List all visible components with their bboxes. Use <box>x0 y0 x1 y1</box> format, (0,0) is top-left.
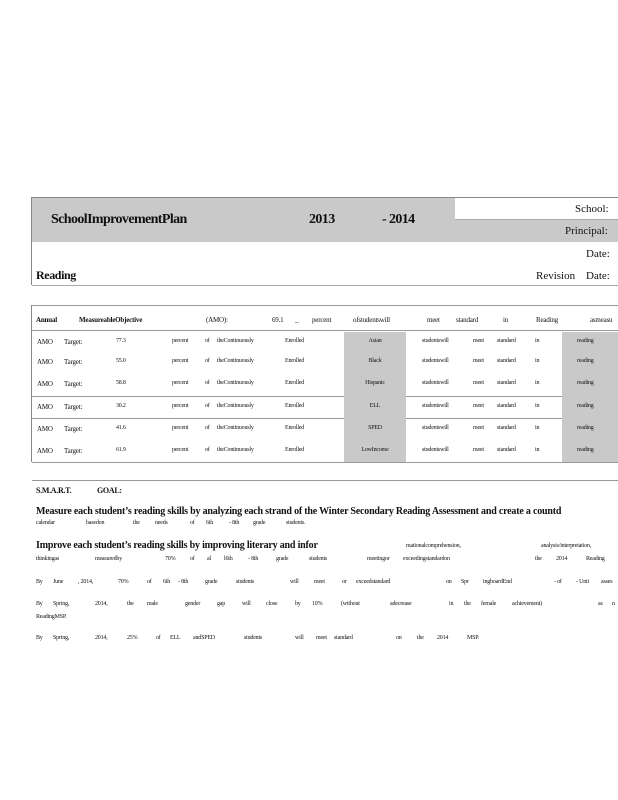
amo-cell-group: Hispanic <box>365 380 385 386</box>
amo-cell-amo: AMO <box>37 358 53 366</box>
amo-cell-percent: percent <box>172 403 189 409</box>
amo-cell-target: Target: <box>64 447 83 455</box>
date-label: Date: <box>586 248 610 260</box>
amo-cell-std: standard <box>497 338 516 344</box>
goal-line-b-word: male <box>147 601 158 607</box>
goal-line-b-word: 10% <box>312 601 323 607</box>
revision-label: Revision <box>536 270 576 282</box>
goal-line-c-word: standard <box>334 635 353 641</box>
amo-cell-std: standard <box>497 403 516 409</box>
amo-cell-percent: percent <box>172 338 189 344</box>
goal-line-b-word: close <box>266 601 278 607</box>
goal-line-a-word: , 2014, <box>78 579 94 585</box>
amo-cell-percent: percent <box>172 380 189 386</box>
goal-2-word: meetingor <box>367 556 390 562</box>
goal-line-c-word: on <box>396 635 402 641</box>
amo-cell-of: of <box>205 425 210 431</box>
goal-1-word: basedon <box>86 520 105 526</box>
amo-header-cell: standard <box>456 316 479 324</box>
amo-cell-sw: studentswill <box>422 338 449 344</box>
goal-line-b-word: (without <box>341 601 360 607</box>
amo-header-cell: Reading <box>536 316 558 324</box>
amo-cell-cont: theContinuously <box>217 403 254 409</box>
amo-cell-reading: reading <box>577 380 594 386</box>
smart-top-border <box>32 480 618 481</box>
amo-cell-meet: meet <box>473 338 484 344</box>
goal-line-c-word: students <box>244 635 263 641</box>
goal-line-c-word: ELL <box>170 635 181 641</box>
goal-line-b-word: gender <box>185 601 201 607</box>
amo-cell-in: in <box>535 403 540 409</box>
header-row-2 <box>32 241 618 286</box>
goal-line-a-word: of <box>147 579 152 585</box>
goal-2-word: students <box>309 556 328 562</box>
goal-line-a-word: Spr <box>461 579 469 585</box>
goal-line-a-word: - of <box>554 579 562 585</box>
goal-line-a-word: asses <box>601 579 613 585</box>
goal-2-word: of <box>190 556 195 562</box>
principal-label: Principal: <box>565 225 608 237</box>
amo-cell-std: standard <box>497 380 516 386</box>
goal-line-c-word: of <box>156 635 161 641</box>
amo-cell-enrolled: Enrolled <box>285 380 305 386</box>
amo-cell-in: in <box>535 380 540 386</box>
goal-line-a-word: June <box>53 579 64 585</box>
amo-cell-std: standard <box>497 447 516 453</box>
year-start: 2013 <box>309 212 335 227</box>
amo-cell-sw: studentswill <box>422 358 449 364</box>
amo-cell-reading: reading <box>577 403 594 409</box>
amo-cell-meet: meet <box>473 447 484 453</box>
goal-line-c-word: andSPED <box>193 635 215 641</box>
goal-line-b-word: adecrease <box>390 601 412 607</box>
amo-cell-target: Target: <box>64 425 83 433</box>
amo-top-border <box>32 305 618 306</box>
amo-cell-group: Black <box>368 358 382 364</box>
goal-line-b-word: achievement) <box>512 601 542 607</box>
goal-line-a-word: - 8th <box>178 579 189 585</box>
goal-2-heading-word: analysis/interpretation, <box>541 543 592 549</box>
smart-label: S.M.A.R.T. <box>36 486 72 495</box>
amo-header-cell: _ <box>295 316 299 324</box>
amo-cell-amo: AMO <box>37 380 53 388</box>
goal-label: GOAL: <box>97 486 122 495</box>
goal-line-b-word: will <box>242 601 251 607</box>
goal-line-c-word: will <box>295 635 304 641</box>
goal-line-c-word: 25% <box>127 635 138 641</box>
amo-cell-meet: meet <box>473 380 484 386</box>
goal-1-word: the <box>133 520 140 526</box>
goal-2-word: l6th <box>224 556 233 562</box>
goal-2-word: al <box>207 556 211 562</box>
amo-cell-target: Target: <box>64 338 83 346</box>
goal-1-heading: Measure each student’s reading skills by analyzing each strand of the Winter Secondary Reading Assessment and create a countd <box>36 506 562 517</box>
goal-2-heading: Improve each student’s reading skills by improving literary and infor <box>36 540 318 551</box>
goal-1-word: - 8th <box>229 520 240 526</box>
goal-line-a-word: 6th <box>163 579 171 585</box>
amo-cell-target: Target: <box>64 358 83 366</box>
goal-2-word: Reading <box>586 556 605 562</box>
amo-cell-of: of <box>205 380 210 386</box>
goal-1-word: students. <box>286 520 306 526</box>
amo-header-cell: 69.1 <box>272 316 284 324</box>
amo-cell-sw: studentswill <box>422 425 449 431</box>
goal-2-word: the <box>535 556 542 562</box>
amo-cell-cont: theContinuously <box>217 338 254 344</box>
amo-cell-meet: meet <box>473 358 484 364</box>
amo-cell-value: 77.3 <box>116 338 126 344</box>
goal-line-a-word: By <box>36 579 43 585</box>
amo-cell-in: in <box>535 358 540 364</box>
amo-cell-percent: percent <box>172 447 189 453</box>
goal-line-b-word: female <box>481 601 497 607</box>
amo-cell-group: ELL <box>369 403 381 409</box>
goal-line-a-word: grade <box>205 579 218 585</box>
year-end: - 2014 <box>382 212 415 227</box>
amo-cell-percent: percent <box>172 425 189 431</box>
amo-cell-enrolled: Enrolled <box>285 403 305 409</box>
amo-cell-enrolled: Enrolled <box>285 338 305 344</box>
amo-cell-std: standard <box>497 425 516 431</box>
amo-cell-amo: AMO <box>37 425 53 433</box>
amo-cell-sw: studentswill <box>422 447 449 453</box>
amo-cell-of: of <box>205 338 210 344</box>
goal-2-word: exceedingstandardon <box>403 556 450 562</box>
goal-line-c-word: 2014 <box>437 635 449 641</box>
amo-cell-reading: reading <box>577 358 594 364</box>
amo-cell-enrolled: Enrolled <box>285 358 305 364</box>
goal-1-word: 6th <box>206 520 214 526</box>
goal-line-b-word: 2014, <box>95 601 108 607</box>
amo-cell-amo: AMO <box>37 447 53 455</box>
amo-cell-cont: theContinuously <box>217 425 254 431</box>
goal-1-word: of <box>190 520 195 526</box>
amo-header-cell: in <box>503 316 509 324</box>
amo-bottom-border <box>32 462 618 463</box>
amo-header-cell: (AMO): <box>206 316 228 324</box>
amo-cell-amo: AMO <box>37 338 53 346</box>
goal-line-a-word: will <box>290 579 299 585</box>
amo-cell-enrolled: Enrolled <box>285 425 305 431</box>
amo-cell-cont: theContinuously <box>217 447 254 453</box>
goal-line-b-word: By <box>36 601 43 607</box>
amo-header-cell: MeasureableObjective <box>79 316 143 324</box>
goal-line-c-word: By <box>36 635 43 641</box>
goal-line-c-word: MSP. <box>467 635 480 641</box>
amo-cell-meet: meet <box>473 403 484 409</box>
amo-cell-value: 41.6 <box>116 425 126 431</box>
group-column-shade <box>344 332 406 462</box>
amo-cell-reading: reading <box>577 425 594 431</box>
amo-frame-left <box>31 305 32 462</box>
goal-line-b-word: Spring, <box>53 601 70 607</box>
goal-line-b-word: gap <box>217 601 226 607</box>
amo-cell-cont: theContinuously <box>217 358 254 364</box>
goal-line-a-word: - Unit <box>576 579 589 585</box>
subject-label: Reading <box>36 268 76 282</box>
amo-header-cell: meet <box>427 316 440 324</box>
goal-line-a-word: ingboardEnd <box>483 579 512 585</box>
amo-header-border <box>32 330 618 331</box>
amo-cell-group: SPED <box>368 425 382 431</box>
page-title: SchoolImprovementPlan <box>51 212 187 227</box>
goal-2-word: 2014 <box>556 556 568 562</box>
goal-1-word: needs <box>155 520 168 526</box>
goal-2-word: thinkingas <box>36 556 59 562</box>
amo-header-cell: Annual <box>36 316 57 324</box>
amo-cell-sw: studentswill <box>422 380 449 386</box>
amo-header-cell: asmeasu <box>590 316 613 324</box>
amo-cell-target: Target: <box>64 403 83 411</box>
goal-2-heading-word: mationalcomprehension, <box>406 543 461 549</box>
school-label: School: <box>575 203 609 215</box>
amo-mid-border <box>32 396 618 397</box>
amo-cell-target: Target: <box>64 380 83 388</box>
goal-line-b-word: in <box>449 601 454 607</box>
amo-cell-std: standard <box>497 358 516 364</box>
amo-cell-in: in <box>535 338 540 344</box>
goal-line-c-word: 2014, <box>95 635 108 641</box>
amo-cell-amo: AMO <box>37 403 53 411</box>
goal-line-a-word: on <box>446 579 452 585</box>
goal-1-word: grade <box>253 520 266 526</box>
goal-line-c-word: Spring, <box>53 635 70 641</box>
amo-cell-percent: percent <box>172 358 189 364</box>
amo-cell-of: of <box>205 403 210 409</box>
amo-cell-value: 58.8 <box>116 380 126 386</box>
amo-cell-meet: meet <box>473 425 484 431</box>
amo-cell-reading: reading <box>577 447 594 453</box>
revision-date-label: Date: <box>586 270 610 282</box>
amo-cell-enrolled: Enrolled <box>285 447 305 453</box>
goal-line-a-word: or <box>342 579 347 585</box>
amo-cell-cont: theContinuously <box>217 380 254 386</box>
goal-2-word: 70% <box>165 556 176 562</box>
amo-cell-in: in <box>535 425 540 431</box>
amo-cell-reading: reading <box>577 338 594 344</box>
amo-cell-in: in <box>535 447 540 453</box>
goal-line-b-word: n <box>612 601 615 607</box>
goal-line-b-word: as <box>598 601 603 607</box>
goal-line-b-word: the <box>464 601 471 607</box>
goal-2-word: grade <box>276 556 289 562</box>
goal-line-a-word: meet <box>314 579 325 585</box>
goal-line-b-word: the <box>127 601 134 607</box>
amo-header-cell: ofstudentswill <box>353 316 390 324</box>
amo-cell-of: of <box>205 358 210 364</box>
goal-2-word: measuredby <box>95 556 122 562</box>
reading-column-shade <box>562 332 618 462</box>
goal-line-a-word: 70% <box>118 579 129 585</box>
goal-line-a-word: students <box>236 579 255 585</box>
goal-1-word: calendar <box>36 520 55 526</box>
amo-cell-value: 61.9 <box>116 447 126 453</box>
goal-2-word: - 8th <box>248 556 259 562</box>
amo-header-cell: percent <box>312 316 332 324</box>
amo-mid-border-2 <box>32 418 618 419</box>
goal-line-b-continuation: ReadingMSP. <box>36 614 67 620</box>
amo-cell-group: LowIncome <box>361 447 389 453</box>
goal-line-c-word: the <box>417 635 424 641</box>
amo-cell-group: Asian <box>368 338 382 344</box>
amo-cell-of: of <box>205 447 210 453</box>
amo-cell-value: 30.2 <box>116 403 126 409</box>
goal-line-c-word: meet <box>316 635 327 641</box>
amo-cell-value: 55.0 <box>116 358 126 364</box>
goal-line-b-word: by <box>295 601 301 607</box>
goal-line-a-word: exceedstandard <box>356 579 391 585</box>
amo-cell-sw: studentswill <box>422 403 449 409</box>
